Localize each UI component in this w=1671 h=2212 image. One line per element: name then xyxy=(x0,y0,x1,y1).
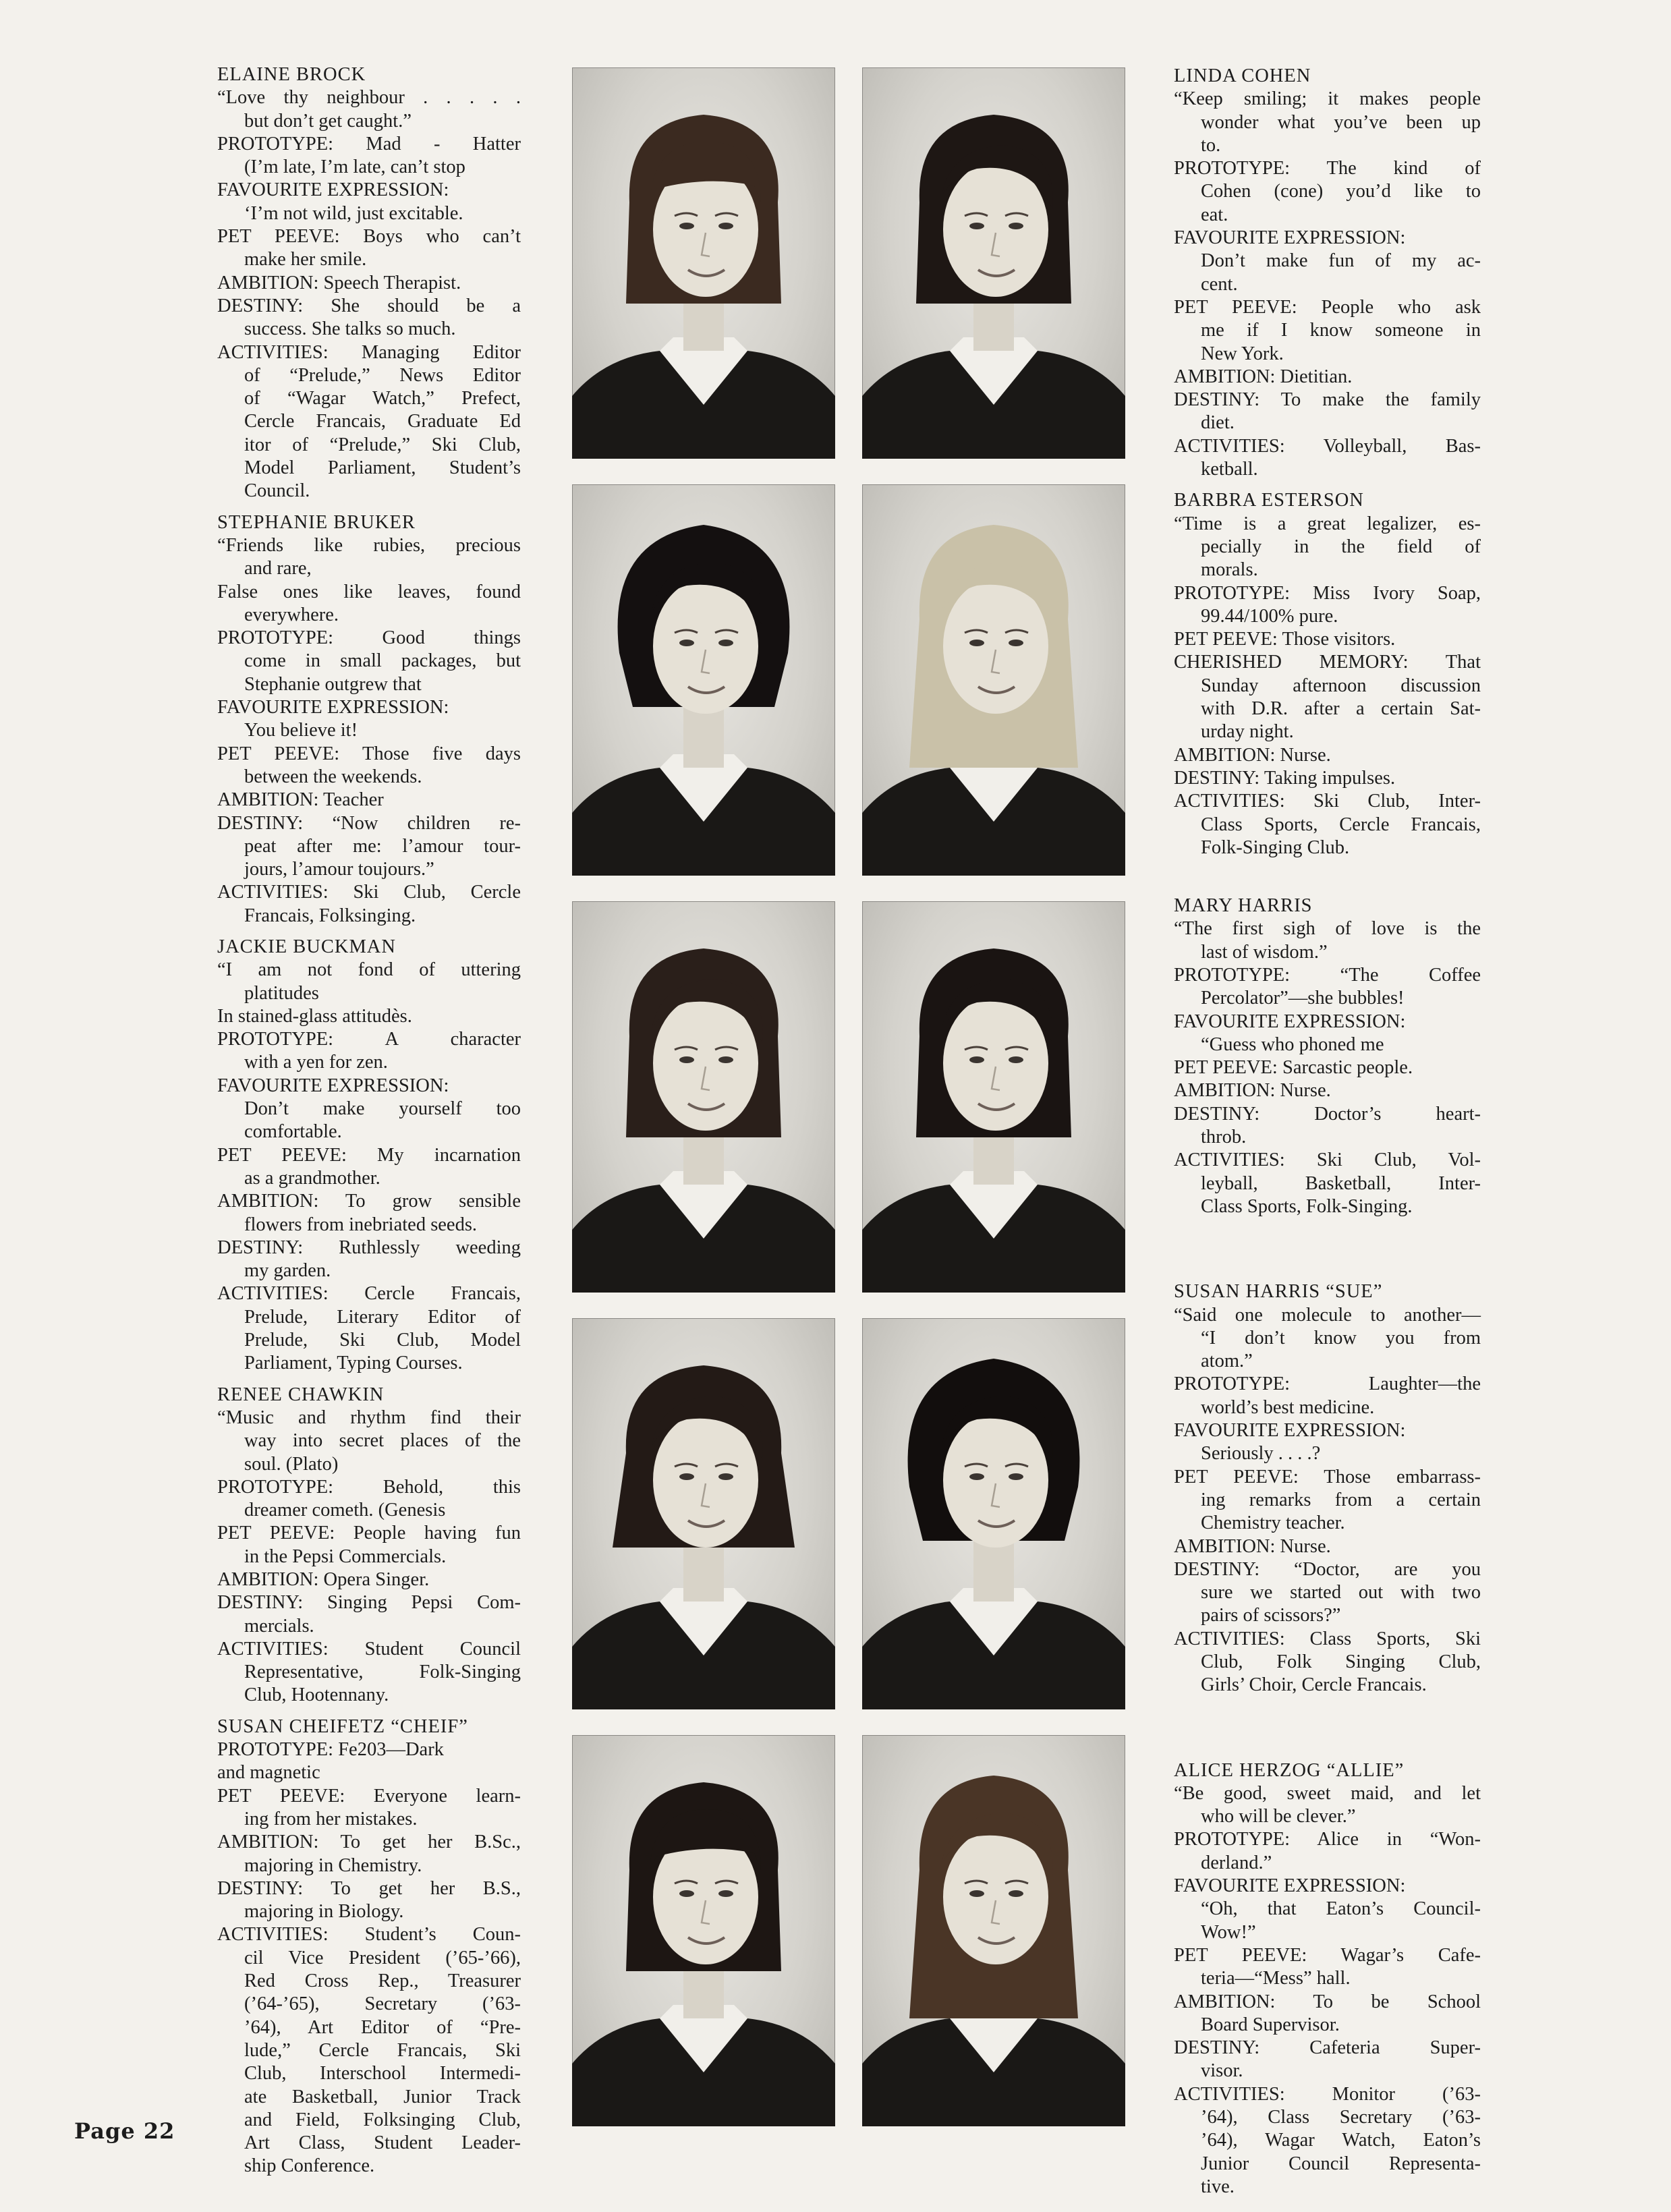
entry-line: Prelude, Ski Club, Model xyxy=(244,1330,521,1351)
student-entry xyxy=(1174,65,1481,481)
entry-line: AMBITION: Teacher xyxy=(217,789,384,811)
entry-line: AMBITION: Dietitian. xyxy=(1174,366,1353,387)
entry-line: pecially in the field of xyxy=(1201,536,1481,557)
entry-line: Board Supervisor. xyxy=(1201,2014,1340,2035)
entry-line: between the weekends. xyxy=(244,766,422,787)
entry-line: diet. xyxy=(1201,412,1235,434)
entry-line: ing from her mistakes. xyxy=(244,1808,418,1830)
entry-line: FAVOURITE EXPRESSION: xyxy=(1174,1875,1406,1897)
entry-line: FAVOURITE EXPRESSION: xyxy=(1174,1420,1406,1442)
entry-line: flowers from inebriated seeds. xyxy=(244,1214,478,1235)
entry-line: “I am not fond of uttering xyxy=(217,959,521,981)
student-portrait xyxy=(862,67,1125,459)
entry-line: FAVOURITE EXPRESSION: xyxy=(1174,1011,1406,1032)
entry-line: “Oh, that Eaton’s Council- xyxy=(1201,1898,1481,1920)
entry-line: come in small packages, but xyxy=(244,650,521,672)
entry-line: in the Pepsi Commercials. xyxy=(244,1545,447,1567)
entry-line: world’s best medicine. xyxy=(1201,1396,1375,1418)
entry-line: Model Parliament, Student’s xyxy=(244,457,521,479)
entry-line: PET PEEVE: Wagar’s Cafe- xyxy=(1174,1944,1481,1966)
entry-line: “Time is a great legalizer, es- xyxy=(1174,513,1481,534)
entry-line: peat after me: l’amour tour- xyxy=(244,835,521,857)
entry-line: Council. xyxy=(244,480,310,502)
entry-line: of “Wagar Watch,” Prefect, xyxy=(244,388,521,409)
entry-line: pairs of scissors?” xyxy=(1201,1605,1341,1626)
student-portrait xyxy=(862,484,1125,876)
entry-line: PET PEEVE: Everyone learn- xyxy=(217,1785,521,1807)
student-entry xyxy=(217,511,521,928)
entry-line: PET PEEVE: My incarnation xyxy=(217,1144,521,1166)
entry-line: visor. xyxy=(1201,2060,1243,2082)
entry-line: Chemistry teacher. xyxy=(1201,1512,1345,1534)
entry-line: comfortable. xyxy=(244,1121,342,1143)
student-portrait xyxy=(862,901,1125,1293)
entry-line: DESTINY: To make the family xyxy=(1174,389,1481,411)
entry-line: PET PEEVE: Those five days xyxy=(217,743,521,764)
entry-line: In stained-glass attitudès. xyxy=(217,1005,412,1027)
entry-line: Art Class, Student Leader- xyxy=(244,2132,521,2154)
entry-line: to. xyxy=(1201,134,1221,156)
student-portrait xyxy=(862,1318,1125,1709)
entry-spacer xyxy=(1174,1226,1481,1280)
entry-line: and Field, Folksinging Club, xyxy=(244,2109,521,2130)
entry-line: tive. xyxy=(1201,2176,1235,2197)
entry-line: success. She talks so much. xyxy=(244,318,456,340)
entry-line: Club, Folk Singing Club, xyxy=(1201,1651,1481,1672)
student-name: STEPHANIE BRUKER xyxy=(217,511,416,533)
entry-line: but don’t get caught.” xyxy=(244,110,412,132)
entry-line: Club, Interschool Intermedi- xyxy=(244,2063,521,2085)
entry-line: Class Sports, Cercle Francais, xyxy=(1201,814,1481,835)
entry-line: DESTINY: “Doctor, are you xyxy=(1174,1558,1481,1580)
entry-line: Club, Hootennany. xyxy=(244,1684,389,1706)
student-name: SUSAN HARRIS “SUE” xyxy=(1174,1281,1383,1303)
entry-line: ACTIVITIES: Ski Club, Cercle xyxy=(217,882,521,903)
entry-line: AMBITION: Opera Singer. xyxy=(217,1569,430,1590)
entry-line: (I’m late, I’m late, can’t stop xyxy=(244,157,465,178)
entry-line: who will be clever.” xyxy=(1201,1806,1356,1827)
portrait-silhouette xyxy=(862,1318,1125,1709)
entry-line: ‘I’m not wild, just excitable. xyxy=(244,202,463,224)
portrait-silhouette xyxy=(572,67,835,459)
entry-line: mercials. xyxy=(244,1615,314,1637)
entry-line: with a yen for zen. xyxy=(244,1052,388,1073)
entry-line: derland.” xyxy=(1201,1852,1272,1873)
entry-line: PROTOTYPE: Mad - Hatter xyxy=(217,133,521,154)
entry-line: “Guess who phoned me xyxy=(1201,1033,1384,1055)
entry-line: last of wisdom.” xyxy=(1201,941,1328,963)
entry-line: DESTINY: Singing Pepsi Com- xyxy=(217,1592,521,1614)
entry-line: PROTOTYPE: Good things xyxy=(217,627,521,649)
entry-line: itor of “Prelude,” Ski Club, xyxy=(244,434,521,455)
entry-line: Girls’ Choir, Cercle Francais. xyxy=(1201,1674,1427,1696)
entry-line: as a grandmother. xyxy=(244,1167,380,1189)
entry-line: ’64), Art Editor of “Pre- xyxy=(244,2016,521,2038)
entry-line: ACTIVITIES: Monitor (’63- xyxy=(1174,2083,1481,2105)
entry-line: New York. xyxy=(1201,343,1284,364)
entry-line: ship Conference. xyxy=(244,2155,375,2177)
entry-line: Don’t make fun of my ac- xyxy=(1201,250,1481,272)
entry-line: PROTOTYPE: “The Coffee xyxy=(1174,964,1481,986)
entry-line: PROTOTYPE: Laughter—the xyxy=(1174,1373,1481,1395)
entry-line: Junior Council Representa- xyxy=(1201,2153,1481,2174)
entry-line: everywhere. xyxy=(244,604,339,625)
portrait-silhouette xyxy=(862,901,1125,1293)
entry-line: of “Prelude,” News Editor xyxy=(244,364,521,386)
entry-line: ACTIVITIES: Student Council xyxy=(217,1638,521,1660)
student-name: ALICE HERZOG “ALLIE” xyxy=(1174,1759,1405,1781)
student-entry xyxy=(1174,895,1481,1218)
entry-line: Cohen (cone) you’d like to xyxy=(1201,181,1481,202)
entry-line: PET PEEVE: Boys who can’t xyxy=(217,226,521,248)
entry-line: Red Cross Rep., Treasurer xyxy=(244,1970,521,1992)
page-number: Page 22 xyxy=(74,2118,175,2144)
entry-line: urday night. xyxy=(1201,721,1294,743)
entry-line: DESTINY: She should be a xyxy=(217,295,521,316)
entry-line: ketball. xyxy=(1201,459,1258,480)
entry-line: “Keep smiling; it makes people xyxy=(1174,88,1481,110)
entry-line: AMBITION: Speech Therapist. xyxy=(217,272,461,293)
entry-line: ACTIVITIES: Ski Club, Vol- xyxy=(1174,1150,1481,1171)
entry-line: teria—“Mess” hall. xyxy=(1201,1968,1351,1989)
entry-line: “Said one molecule to another— xyxy=(1174,1304,1481,1326)
entry-line: PET PEEVE: Those embarrass- xyxy=(1174,1466,1481,1487)
entry-line: (’64-’65), Secretary (’63- xyxy=(244,1993,521,2015)
entry-line: Seriously . . . .? xyxy=(1201,1443,1321,1465)
entry-line: platitudes xyxy=(244,982,319,1004)
student-portrait xyxy=(572,1318,835,1709)
entry-line: “Friends like rubies, precious xyxy=(217,534,521,556)
entry-line: DESTINY: Taking impulses. xyxy=(1174,767,1396,789)
entry-line: leyball, Basketball, Inter- xyxy=(1201,1172,1481,1194)
student-entry xyxy=(217,1384,521,1707)
entry-line: Percolator”—she bubbles! xyxy=(1201,988,1405,1009)
entry-line: Prelude, Literary Editor of xyxy=(244,1306,521,1328)
entry-line: make her smile. xyxy=(244,249,367,271)
student-name: BARBRA ESTERSON xyxy=(1174,490,1364,511)
student-name: ELAINE BROCK xyxy=(217,64,366,85)
entry-line: FAVOURITE EXPRESSION: xyxy=(217,1075,449,1096)
entry-line: jours, l’amour toujours.” xyxy=(244,859,434,880)
student-portrait xyxy=(572,484,835,876)
entry-line: Class Sports, Folk-Singing. xyxy=(1201,1195,1413,1217)
entry-line: Cercle Francais, Graduate Ed xyxy=(244,411,521,432)
entry-line: lude,” Cercle Francais, Ski xyxy=(244,2039,521,2061)
student-entry xyxy=(217,1715,521,2178)
student-name: MARY HARRIS xyxy=(1174,895,1313,917)
student-entry xyxy=(1174,1280,1481,1697)
entry-line: ACTIVITIES: Managing Editor xyxy=(217,341,521,363)
entry-line: CHERISHED MEMORY: That xyxy=(1174,652,1481,673)
entry-line: majoring in Chemistry. xyxy=(244,1854,422,1876)
student-entry xyxy=(217,936,521,1376)
entry-line: majoring in Biology. xyxy=(244,1901,404,1923)
portrait-silhouette xyxy=(862,67,1125,459)
entry-line: “Love thy neighbour . . . . . xyxy=(217,87,521,109)
entry-line: “Be good, sweet maid, and let xyxy=(1174,1782,1481,1804)
entry-line: sure we started out with two xyxy=(1201,1582,1481,1604)
student-name: JACKIE BUCKMAN xyxy=(217,936,396,957)
entry-line: Parliament, Typing Courses. xyxy=(244,1353,463,1374)
entry-line: AMBITION: To grow sensible xyxy=(217,1191,521,1212)
entry-line: and rare, xyxy=(244,558,312,579)
student-entry xyxy=(217,63,521,503)
entry-line: Sunday afternoon discussion xyxy=(1201,675,1481,696)
entry-line: morals. xyxy=(1201,559,1258,581)
entry-line: PROTOTYPE: The kind of xyxy=(1174,158,1481,179)
entry-spacer xyxy=(1174,868,1481,895)
entry-line: throb. xyxy=(1201,1127,1247,1148)
entry-line: Don’t make yourself too xyxy=(244,1098,521,1120)
entry-line: ing remarks from a certain xyxy=(1201,1489,1481,1510)
entry-line: PET PEEVE: Those visitors. xyxy=(1174,629,1396,650)
entry-line: Francais, Folksinging. xyxy=(244,905,416,926)
student-portrait xyxy=(572,1735,835,2126)
entry-line: AMBITION: Nurse. xyxy=(1174,1080,1331,1102)
left-text-column xyxy=(217,63,521,2186)
entry-line: “I don’t know you from xyxy=(1201,1327,1481,1349)
entry-line: PET PEEVE: People who ask xyxy=(1174,296,1481,318)
entry-line: ACTIVITIES: Student’s Coun- xyxy=(217,1924,521,1946)
student-portrait xyxy=(572,67,835,459)
entry-line: PET PEEVE: People having fun xyxy=(217,1523,521,1544)
entry-line: You believe it! xyxy=(244,720,358,741)
entry-line: with D.R. after a certain Sat- xyxy=(1201,698,1481,720)
entry-spacer xyxy=(1174,1705,1481,1759)
entry-line: AMBITION: Nurse. xyxy=(1174,1535,1331,1557)
entry-line: ACTIVITIES: Volleyball, Bas- xyxy=(1174,435,1481,457)
entry-line: Wow!” xyxy=(1201,1921,1256,1943)
student-portrait xyxy=(572,901,835,1293)
student-name: LINDA COHEN xyxy=(1174,65,1311,86)
portrait-silhouette xyxy=(572,484,835,876)
entry-line: ACTIVITIES: Cercle Francais, xyxy=(217,1283,521,1305)
entry-line: cil Vice President (’65-’66), xyxy=(244,1947,521,1968)
portrait-silhouette xyxy=(572,901,835,1293)
entry-line: False ones like leaves, found xyxy=(217,581,521,602)
entry-line: DESTINY: “Now children re- xyxy=(217,812,521,834)
entry-line: eat. xyxy=(1201,204,1228,225)
entry-line: ’64), Class Secretary (’63- xyxy=(1201,2107,1481,2128)
entry-line: AMBITION: To get her B.Sc., xyxy=(217,1832,521,1853)
entry-line: my garden. xyxy=(244,1260,331,1282)
entry-line: Folk-Singing Club. xyxy=(1201,836,1350,858)
entry-line: “The first sigh of love is the xyxy=(1174,918,1481,940)
entry-line: way into secret places of the xyxy=(244,1430,521,1452)
entry-line: PROTOTYPE: Miss Ivory Soap, xyxy=(1174,582,1481,604)
entry-line: FAVOURITE EXPRESSION: xyxy=(1174,227,1406,249)
portrait-grid xyxy=(572,67,1125,2159)
entry-line: cent. xyxy=(1201,273,1238,295)
student-portrait xyxy=(862,1735,1125,2126)
entry-line: and magnetic xyxy=(217,1762,320,1784)
entry-line: ate Basketball, Junior Track xyxy=(244,2086,521,2107)
entry-line: PROTOTYPE: Alice in “Won- xyxy=(1174,1829,1481,1850)
entry-line: me if I know someone in xyxy=(1201,320,1481,341)
entry-line: ’64), Wagar Watch, Eaton’s xyxy=(1201,2130,1481,2151)
entry-line: PROTOTYPE: A character xyxy=(217,1029,521,1050)
entry-line: ACTIVITIES: Ski Club, Inter- xyxy=(1174,791,1481,812)
portrait-silhouette xyxy=(862,1735,1125,2126)
entry-line: atom.” xyxy=(1201,1351,1253,1372)
entry-line: AMBITION: Nurse. xyxy=(1174,744,1331,766)
entry-line: PROTOTYPE: Fe203—Dark xyxy=(217,1739,444,1761)
entry-line: Stephanie outgrew that xyxy=(244,673,422,695)
entry-line: PROTOTYPE: Behold, this xyxy=(217,1476,521,1498)
student-entry xyxy=(1174,489,1481,859)
entry-line: FAVOURITE EXPRESSION: xyxy=(217,179,449,201)
entry-line: ACTIVITIES: Class Sports, Ski xyxy=(1174,1628,1481,1649)
entry-line: DESTINY: Ruthlessly weeding xyxy=(217,1237,521,1258)
student-entry xyxy=(1174,1759,1481,2199)
right-text-column xyxy=(1174,65,1481,2207)
portrait-silhouette xyxy=(572,1318,835,1709)
entry-line: Representative, Folk-Singing xyxy=(244,1662,521,1683)
entry-line: DESTINY: Doctor’s heart- xyxy=(1174,1103,1481,1125)
entry-line: dreamer cometh. (Genesis xyxy=(244,1500,446,1521)
entry-line: “Music and rhythm find their xyxy=(217,1407,521,1428)
entry-line: 99.44/100% pure. xyxy=(1201,605,1338,627)
entry-line: DESTINY: To get her B.S., xyxy=(217,1877,521,1899)
entry-line: wonder what you’ve been up xyxy=(1201,111,1481,133)
entry-line: AMBITION: To be School xyxy=(1174,1991,1481,2012)
entry-line: DESTINY: Cafeteria Super- xyxy=(1174,2037,1481,2059)
student-name: SUSAN CHEIFETZ “CHEIF” xyxy=(217,1715,468,1737)
entry-line: FAVOURITE EXPRESSION: xyxy=(217,697,449,718)
entry-line: soul. (Plato) xyxy=(244,1453,339,1475)
portrait-silhouette xyxy=(862,484,1125,876)
student-name: RENEE CHAWKIN xyxy=(217,1384,385,1405)
entry-line: PET PEEVE: Sarcastic people. xyxy=(1174,1057,1413,1079)
portrait-silhouette xyxy=(572,1735,835,2126)
